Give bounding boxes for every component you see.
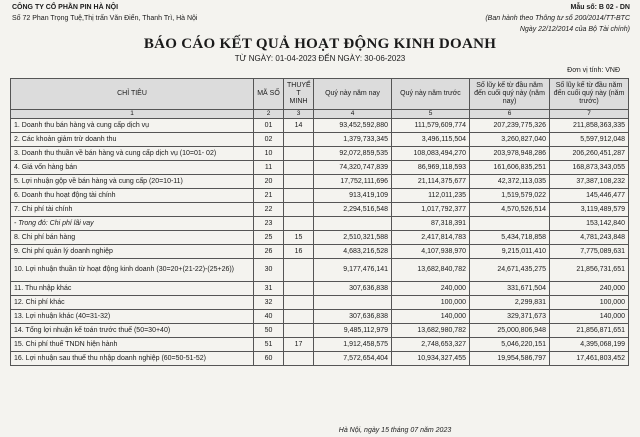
table-row: [11, 231, 629, 245]
form-code: Mẫu số: B 02 - DN: [570, 4, 630, 11]
item-note: [284, 324, 314, 338]
quarter-previous-value: 13,682,980,782: [392, 324, 470, 338]
item-code: 51: [254, 338, 284, 352]
ytd-current-value: 42,372,113,035: [470, 175, 550, 189]
item-note: 17: [284, 338, 314, 352]
quarter-current-value: 2,294,516,548: [314, 203, 392, 217]
table-row: [11, 296, 629, 310]
table-header-row: [11, 79, 629, 110]
item-name: 3. Doanh thu thuần về bán hàng và cung cấp dịch vụ (10=01- 02): [11, 147, 254, 161]
quarter-previous-value: 87,318,391: [392, 217, 470, 231]
ytd-current-value: 203,978,948,286: [470, 147, 550, 161]
quarter-current-value: 9,485,112,979: [314, 324, 392, 338]
ytd-previous-value: 4,395,068,199: [550, 338, 629, 352]
col-header-quarter-previous: Quý này năm trước: [392, 79, 470, 110]
ytd-previous-value: 3,119,489,579: [550, 203, 629, 217]
ytd-current-value: 19,954,586,797: [470, 352, 550, 366]
item-note: [284, 296, 314, 310]
quarter-current-value: 2,510,321,588: [314, 231, 392, 245]
item-code: 60: [254, 352, 284, 366]
quarter-current-value: 7,572,654,404: [314, 352, 392, 366]
item-code: 26: [254, 245, 284, 259]
quarter-current-value: 92,072,859,535: [314, 147, 392, 161]
item-name: 13. Lợi nhuận khác (40=31-32): [11, 310, 254, 324]
ytd-previous-value: 21,856,871,651: [550, 324, 629, 338]
ytd-current-value: 2,299,831: [470, 296, 550, 310]
currency-unit: Đơn vị tính: VNĐ: [567, 67, 620, 74]
quarter-current-value: 17,752,111,696: [314, 175, 392, 189]
quarter-previous-value: 1,017,792,377: [392, 203, 470, 217]
ytd-previous-value: 5,597,912,048: [550, 133, 629, 147]
ytd-current-value: 161,606,835,251: [470, 161, 550, 175]
item-name: 9. Chi phí quản lý doanh nghiệp: [11, 245, 254, 259]
item-name: 6. Doanh thu hoạt động tài chính: [11, 189, 254, 203]
ytd-previous-value: 17,461,803,452: [550, 352, 629, 366]
regulation-line-1: (Ban hành theo Thông tư số 200/2014/TT-BTC: [485, 15, 630, 22]
company-info: [12, 2, 197, 24]
col-header-ytd-previous: Số lũy kế từ đầu năm đến cuối quý này (năm trước): [550, 79, 629, 110]
item-name: 12. Chi phí khác: [11, 296, 254, 310]
quarter-current-value: 93,452,592,880: [314, 119, 392, 133]
quarter-current-value: 1,912,458,575: [314, 338, 392, 352]
col-index: 6: [470, 110, 550, 119]
ytd-current-value: 25,000,806,948: [470, 324, 550, 338]
table-row: [11, 310, 629, 324]
table-row: [11, 161, 629, 175]
item-name: 10. Lợi nhuận thuần từ hoạt động kinh doanh (30=20+(21-22)-(25+26)): [11, 259, 254, 282]
table-row: [11, 203, 629, 217]
ytd-current-value: 329,371,673: [470, 310, 550, 324]
ytd-previous-value: 153,142,840: [550, 217, 629, 231]
item-code: 01: [254, 119, 284, 133]
item-note: [284, 217, 314, 231]
table-row: [11, 259, 629, 282]
quarter-current-value: [314, 296, 392, 310]
company-name: CÔNG TY CỔ PHẦN PIN HÀ NỘI: [12, 4, 119, 11]
regulation-line-2: Ngày 22/12/2014 của Bộ Tài chính): [519, 26, 630, 33]
ytd-current-value: 5,434,718,858: [470, 231, 550, 245]
quarter-previous-value: 2,417,814,783: [392, 231, 470, 245]
quarter-previous-value: 13,682,840,782: [392, 259, 470, 282]
table-row: [11, 175, 629, 189]
item-code: 23: [254, 217, 284, 231]
item-code: 11: [254, 161, 284, 175]
item-name: - Trong đó: Chi phí lãi vay: [11, 217, 254, 231]
table-row: [11, 217, 629, 231]
item-note: [284, 189, 314, 203]
item-name: 8. Chi phí bán hàng: [11, 231, 254, 245]
item-code: 31: [254, 282, 284, 296]
quarter-previous-value: 86,969,118,593: [392, 161, 470, 175]
col-index: 1: [11, 110, 254, 119]
item-note: 16: [284, 245, 314, 259]
quarter-previous-value: 21,114,375,677: [392, 175, 470, 189]
quarter-current-value: 913,419,109: [314, 189, 392, 203]
ytd-previous-value: 7,775,089,631: [550, 245, 629, 259]
item-name: 14. Tổng lợi nhuận kế toán trước thuế (50=30+40): [11, 324, 254, 338]
quarter-current-value: 9,177,476,141: [314, 259, 392, 282]
quarter-previous-value: 108,083,494,270: [392, 147, 470, 161]
item-code: 30: [254, 259, 284, 282]
item-note: 15: [284, 231, 314, 245]
ytd-current-value: 4,570,526,514: [470, 203, 550, 217]
item-code: 25: [254, 231, 284, 245]
quarter-current-value: 307,636,838: [314, 282, 392, 296]
ytd-previous-value: 100,000: [550, 296, 629, 310]
col-header-item: CHỈ TIÊU: [11, 79, 254, 110]
item-code: 20: [254, 175, 284, 189]
signing-date: [0, 427, 640, 434]
col-header-quarter-current: Quý này năm nay: [314, 79, 392, 110]
table-row: [11, 282, 629, 296]
col-header-ytd-current: Số lũy kế từ đầu năm đến cuối quý này (năm nay): [470, 79, 550, 110]
quarter-previous-value: 2,748,653,327: [392, 338, 470, 352]
item-code: 40: [254, 310, 284, 324]
item-note: [284, 282, 314, 296]
ytd-previous-value: 211,858,363,335: [550, 119, 629, 133]
quarter-previous-value: 111,579,609,774: [392, 119, 470, 133]
quarter-previous-value: 240,000: [392, 282, 470, 296]
quarter-previous-value: 140,000: [392, 310, 470, 324]
ytd-current-value: 3,260,827,040: [470, 133, 550, 147]
table-row: [11, 147, 629, 161]
ytd-current-value: 207,239,775,326: [470, 119, 550, 133]
quarter-current-value: 4,683,216,528: [314, 245, 392, 259]
item-note: [284, 133, 314, 147]
item-name: 4. Giá vốn hàng bán: [11, 161, 254, 175]
signing-date-text: Hà Nội, ngày 15 tháng 07 năm 2023: [338, 427, 452, 434]
ytd-previous-value: 140,000: [550, 310, 629, 324]
quarter-previous-value: 3,496,115,504: [392, 133, 470, 147]
item-note: [284, 161, 314, 175]
ytd-current-value: 24,671,435,275: [470, 259, 550, 282]
ytd-previous-value: 168,873,343,055: [550, 161, 629, 175]
quarter-previous-value: 100,000: [392, 296, 470, 310]
ytd-previous-value: 21,856,731,651: [550, 259, 629, 282]
item-code: 02: [254, 133, 284, 147]
quarter-current-value: [314, 217, 392, 231]
table-row: [11, 133, 629, 147]
item-code: 21: [254, 189, 284, 203]
col-index: 7: [550, 110, 629, 119]
ytd-previous-value: 37,387,108,232: [550, 175, 629, 189]
ytd-current-value: 5,046,220,151: [470, 338, 550, 352]
item-code: 50: [254, 324, 284, 338]
form-info: [485, 2, 630, 35]
report-title: BÁO CÁO KẾT QUẢ HOẠT ĐỘNG KINH DOANH: [143, 36, 497, 52]
col-header-code: MÃ SỐ: [254, 79, 284, 110]
col-index: 4: [314, 110, 392, 119]
ytd-previous-value: 145,446,477: [550, 189, 629, 203]
item-name: 16. Lợi nhuận sau thuế thu nhập doanh nghiệp (60=50-51-52): [11, 352, 254, 366]
company-address: Số 72 Phan Trọng Tuệ,Thị trấn Văn Điển, Thanh Trì, Hà Nội: [12, 15, 198, 22]
table-row: [11, 352, 629, 366]
ytd-current-value: [470, 217, 550, 231]
ytd-current-value: 9,215,011,410: [470, 245, 550, 259]
item-name: 11. Thu nhập khác: [11, 282, 254, 296]
quarter-current-value: 1,379,733,345: [314, 133, 392, 147]
item-note: 14: [284, 119, 314, 133]
table-row: [11, 189, 629, 203]
item-name: 7. Chi phí tài chính: [11, 203, 254, 217]
col-index: 5: [392, 110, 470, 119]
table-row: [11, 338, 629, 352]
col-index: 3: [284, 110, 314, 119]
ytd-previous-value: 240,000: [550, 282, 629, 296]
income-statement-table: [10, 78, 629, 366]
item-code: 32: [254, 296, 284, 310]
item-code: 10: [254, 147, 284, 161]
ytd-current-value: 1,519,579,022: [470, 189, 550, 203]
item-note: [284, 203, 314, 217]
item-name: 1. Doanh thu bán hàng và cung cấp dịch vụ: [11, 119, 254, 133]
table-row: [11, 324, 629, 338]
item-note: [284, 175, 314, 189]
item-name: 15. Chi phí thuế TNDN hiện hành: [11, 338, 254, 352]
item-note: [284, 259, 314, 282]
col-header-note: THUYẾ T MINH: [284, 79, 314, 110]
quarter-previous-value: 10,934,327,455: [392, 352, 470, 366]
column-index-row: [11, 110, 629, 119]
quarter-current-value: 307,636,838: [314, 310, 392, 324]
col-index: 2: [254, 110, 284, 119]
ytd-previous-value: 4,781,243,848: [550, 231, 629, 245]
table-row: [11, 119, 629, 133]
item-code: 22: [254, 203, 284, 217]
item-note: [284, 310, 314, 324]
ytd-previous-value: 206,260,451,287: [550, 147, 629, 161]
item-note: [284, 147, 314, 161]
quarter-previous-value: 112,011,235: [392, 189, 470, 203]
quarter-current-value: 74,320,747,839: [314, 161, 392, 175]
item-note: [284, 352, 314, 366]
table-row: [11, 245, 629, 259]
report-period: TỪ NGÀY: 01-04-2023 ĐẾN NGÀY: 30-06-2023: [234, 54, 406, 63]
item-name: 5. Lợi nhuận gộp về bán hàng và cung cấp (20=10-11): [11, 175, 254, 189]
item-name: 2. Các khoản giảm trừ doanh thu: [11, 133, 254, 147]
quarter-previous-value: 4,107,938,970: [392, 245, 470, 259]
ytd-current-value: 331,671,504: [470, 282, 550, 296]
